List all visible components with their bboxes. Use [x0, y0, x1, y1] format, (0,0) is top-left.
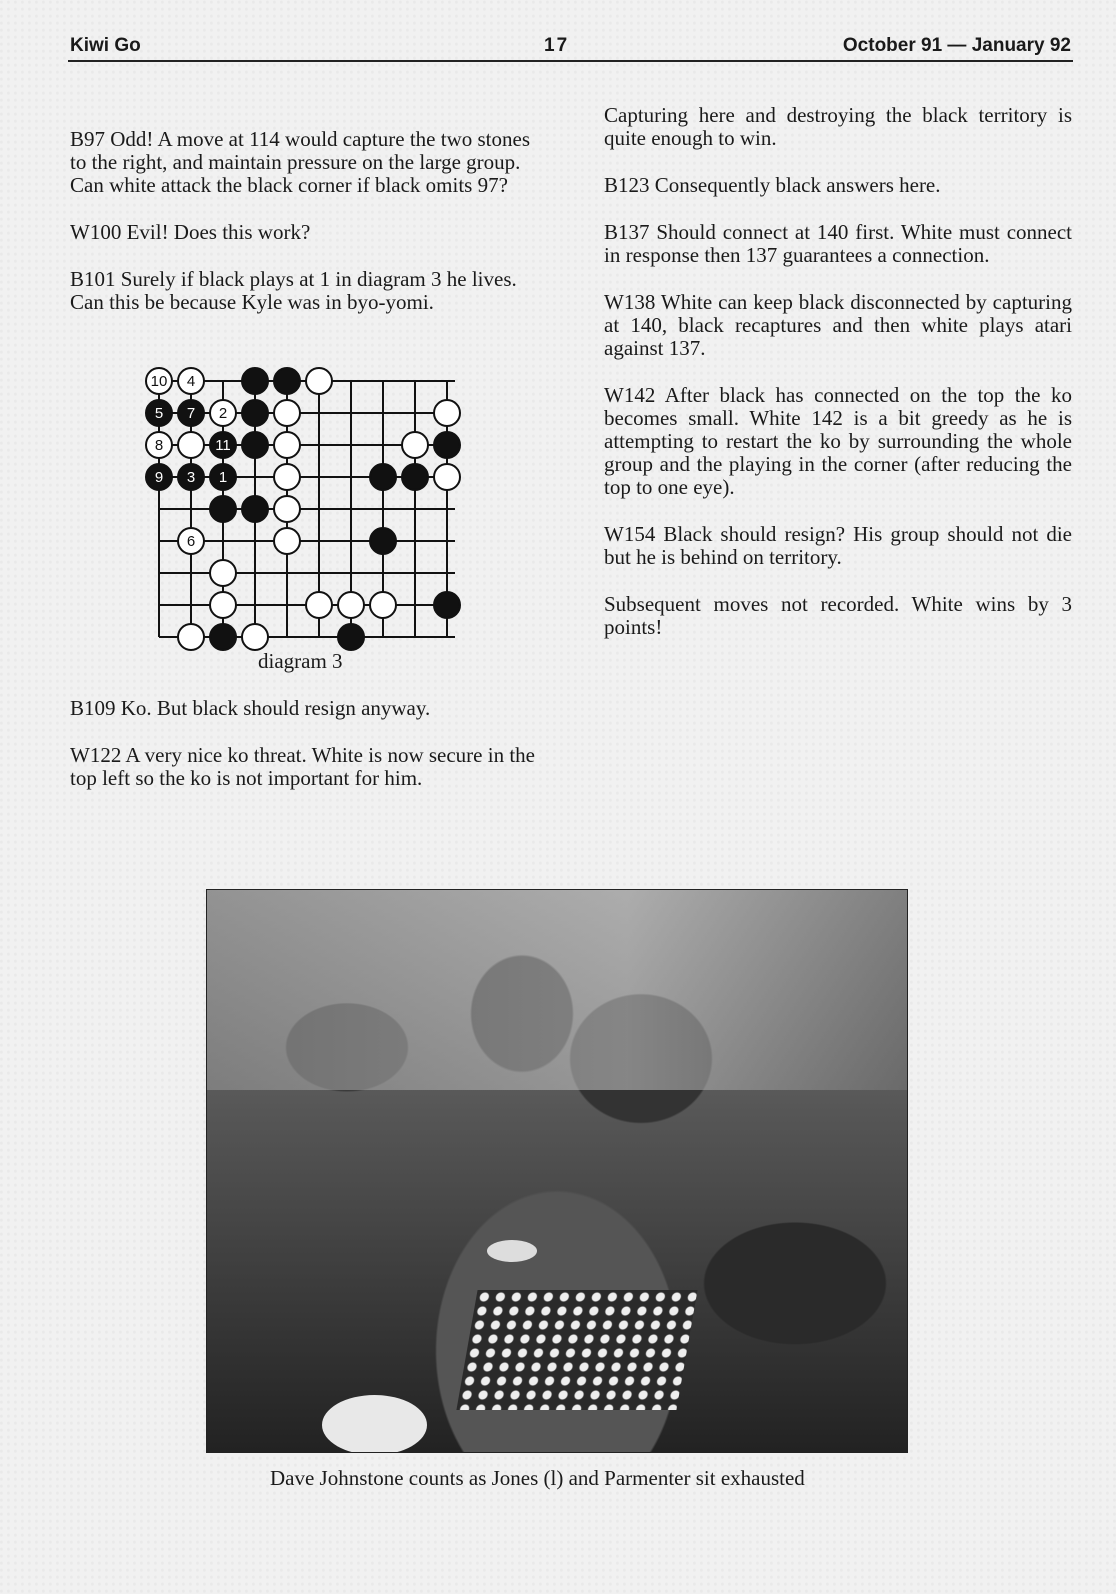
move-number-8: 8 [154, 437, 164, 454]
move-number-11: 11 [215, 437, 231, 454]
black-stone [402, 464, 428, 490]
white-stone [274, 400, 300, 426]
white-stone [402, 432, 428, 458]
white-stone [274, 432, 300, 458]
move-number-1: 1 [218, 469, 228, 486]
black-stone [210, 496, 236, 522]
black-stone [370, 528, 396, 554]
move-number-5: 5 [154, 405, 164, 422]
paragraph-w154: W154 Black should resign? His group should not die but he is behind on territory. [604, 522, 1072, 569]
black-stone [242, 368, 268, 394]
black-stone [370, 464, 396, 490]
paragraph-b109: B109 Ko. But black should resign anyway. [70, 696, 431, 720]
white-stone [274, 464, 300, 490]
black-stone [338, 624, 364, 650]
paragraph-result: Subsequent moves not recorded. White wins by 3 points! [604, 592, 1072, 639]
go-diagram [145, 367, 475, 677]
left-column [70, 128, 536, 338]
black-stone [242, 400, 268, 426]
black-stone [242, 496, 268, 522]
white-stone [210, 592, 236, 618]
move-number-10: 10 [150, 373, 168, 390]
white-stone [178, 432, 204, 458]
page-number: 17 [544, 35, 570, 56]
white-stone [210, 560, 236, 586]
photo-go-board [456, 1290, 697, 1410]
move-number-6: 6 [186, 533, 196, 550]
white-stone [434, 400, 460, 426]
publication-title: Kiwi Go [70, 35, 141, 56]
black-stone [434, 592, 460, 618]
paragraph-b97: B97 Odd! A move at 114 would capture the two stones to the right, and maintain pressure on the large group. Can white attack the black corner if black omits 97? [70, 127, 530, 197]
black-stone [210, 624, 236, 650]
paragraph-w142: W142 After black has connected on the top the ko becomes small. White 142 is a bit greedy as he is attempting to restart the ko by surrounding the whole group and the playing in the corner (after reducing the top to one eye). [604, 383, 1072, 499]
photo-plate [322, 1395, 427, 1453]
paragraph-b123: B123 Consequently black answers here. [604, 173, 941, 197]
photo-caption: Dave Johnstone counts as Jones (l) and Parmenter sit exhausted [270, 1466, 805, 1490]
issue-date: October 91 — January 92 [842, 35, 1071, 56]
white-stone [306, 592, 332, 618]
paragraph-b101: B101 Surely if black plays at 1 in diagram 3 he lives. Can this be because Kyle was in byo-yomi. [70, 267, 517, 314]
black-stone [434, 432, 460, 458]
move-number-4: 4 [186, 373, 196, 390]
right-column [604, 104, 1072, 663]
white-stone [306, 368, 332, 394]
diagram-caption: diagram 3 [258, 649, 343, 673]
photo-wall [207, 890, 907, 1090]
paragraph-b137: B137 Should connect at 140 first. White must connect in response then 137 guarantees a connection. [604, 220, 1072, 267]
group-photo [206, 889, 908, 1453]
black-stone [274, 368, 300, 394]
white-stone [242, 624, 268, 650]
paragraph-w122: W122 A very nice ko threat. White is now secure in the top left so the ko is not important for him. [70, 743, 535, 790]
move-number-9: 9 [154, 469, 164, 486]
white-stone [338, 592, 364, 618]
white-stone [178, 624, 204, 650]
white-stone [370, 592, 396, 618]
white-stone [434, 464, 460, 490]
move-number-7: 7 [186, 405, 196, 422]
paragraph-w138: W138 White can keep black disconnected by capturing at 140, black recaptures and then white plays atari against 137. [604, 290, 1072, 360]
white-stone [274, 528, 300, 554]
photo-cup [487, 1240, 537, 1262]
page-header [68, 32, 1073, 62]
go-board-svg [145, 367, 475, 657]
move-number-3: 3 [186, 469, 196, 486]
paragraph-capturing: Capturing here and destroying the black territory is quite enough to win. [604, 103, 1072, 150]
black-stone [242, 432, 268, 458]
paragraph-w100: W100 Evil! Does this work? [70, 220, 311, 244]
move-number-2: 2 [218, 405, 228, 422]
left-column-lower [70, 697, 536, 814]
white-stone [274, 496, 300, 522]
